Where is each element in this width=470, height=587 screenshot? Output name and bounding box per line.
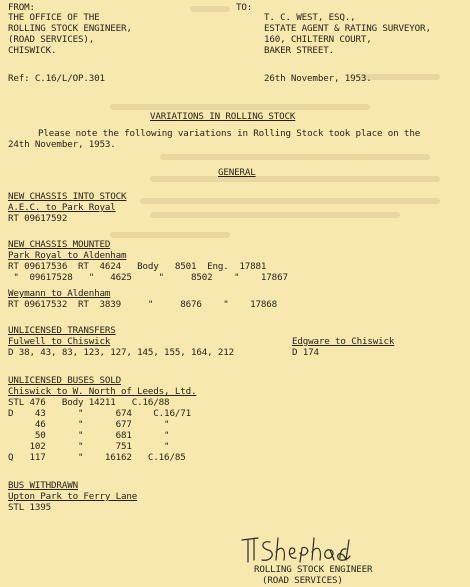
to-line: 160, CHILTERN COURT, bbox=[264, 34, 372, 45]
general-heading: GENERAL bbox=[218, 167, 256, 178]
from-label: FROM: bbox=[8, 2, 35, 13]
bleed-through-mark bbox=[110, 232, 230, 238]
bleed-through-mark bbox=[110, 104, 370, 110]
vehicle-line: 46 " 677 " bbox=[8, 419, 170, 430]
memo-title: VARIATIONS IN ROLLING STOCK bbox=[150, 111, 296, 122]
from-line: (ROAD SERVICES), bbox=[8, 34, 95, 45]
from-line: THE OFFICE OF THE bbox=[8, 12, 100, 23]
bleed-through-mark bbox=[150, 176, 440, 182]
bleed-through-mark bbox=[160, 154, 430, 160]
to-line: BAKER STREET. bbox=[264, 45, 334, 56]
section-subheading: A.E.C. to Park Royal bbox=[8, 202, 116, 213]
section-subheading: Upton Park to Ferry Lane bbox=[8, 491, 138, 502]
intro-line: Please note the following variations in Rolling Stock took place on the bbox=[38, 128, 421, 139]
vehicle-line: STL 476 Body 14211 C.16/88 bbox=[8, 397, 170, 408]
section-subheading: Fulwell to Chiswick bbox=[8, 336, 111, 347]
intro-line: 24th November, 1953. bbox=[8, 139, 116, 150]
section-heading: BUS WITHDRAWN bbox=[8, 480, 78, 491]
from-line: CHISWICK. bbox=[8, 45, 57, 56]
vehicle-line: 50 " 681 " bbox=[8, 430, 170, 441]
handwritten-signature bbox=[236, 532, 354, 568]
bleed-through-mark bbox=[360, 74, 440, 80]
memo-date: 26th November, 1953. bbox=[264, 73, 372, 84]
section-subheading: Edgware to Chiswick bbox=[292, 336, 395, 347]
section-subheading: Weymann to Aldenham bbox=[8, 288, 111, 299]
bleed-through-mark bbox=[140, 198, 440, 204]
to-label: TO: bbox=[236, 2, 253, 13]
vehicle-line: RT 09617532 RT 3839 " 8676 " 17868 bbox=[8, 299, 278, 310]
bleed-through-mark bbox=[190, 6, 230, 12]
section-heading: UNLICENSED TRANSFERS bbox=[8, 325, 116, 336]
vehicle-line: D 43 " 674 C.16/71 bbox=[8, 408, 191, 419]
section-heading: NEW CHASSIS INTO STOCK bbox=[8, 191, 127, 202]
section-heading: NEW CHASSIS MOUNTED bbox=[8, 239, 111, 250]
vehicle-line: Q 117 " 16162 C.16/85 bbox=[8, 452, 186, 463]
signatory-title: ROLLING STOCK ENGINEER bbox=[254, 564, 373, 575]
vehicle-line: D 38, 43, 83, 123, 127, 145, 155, 164, 212 bbox=[8, 347, 235, 358]
bleed-through-mark bbox=[150, 212, 400, 218]
vehicle-line: RT 09617536 RT 4624 Body 8501 Eng. 17881 bbox=[8, 261, 267, 272]
from-line: ROLLING STOCK ENGINEER, bbox=[8, 23, 132, 34]
section-subheading: Park Royal to Aldenham bbox=[8, 250, 127, 261]
section-heading: UNLICENSED BUSES SOLD bbox=[8, 375, 122, 386]
reference: Ref: C.16/L/OP.301 bbox=[8, 73, 105, 84]
to-line: T. C. WEST, ESQ., bbox=[264, 12, 356, 23]
vehicle-line: D 174 bbox=[292, 347, 319, 358]
section-subheading: Chiswick to W. North of Leeds, Ltd. bbox=[8, 386, 197, 397]
vehicle-line: " 09617528 " 4625 " 8502 " 17867 bbox=[8, 272, 288, 283]
signatory-title: (ROAD SERVICES) bbox=[262, 575, 343, 586]
vehicle-line: 102 " 751 " bbox=[8, 441, 170, 452]
vehicle-line: RT 09617592 bbox=[8, 213, 68, 224]
to-line: ESTATE AGENT & RATING SURVEYOR, bbox=[264, 23, 431, 34]
vehicle-line: STL 1395 bbox=[8, 502, 52, 513]
